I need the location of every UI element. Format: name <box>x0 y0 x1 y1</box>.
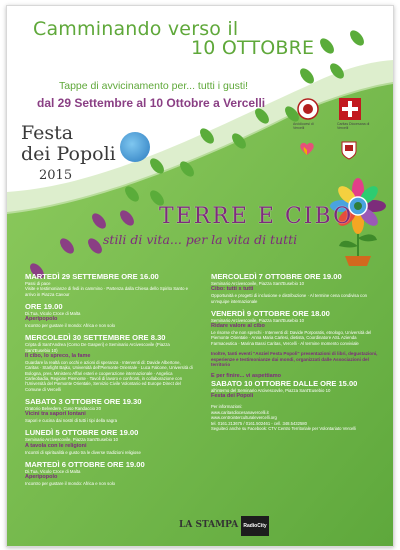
festa-line-2: dei Popoli <box>21 143 116 165</box>
finale-block <box>211 374 381 401</box>
event-notes: Le risorse che non sprechi · Interventi di: Davide Porporatis, etnologo, Università del Piemonte Orientale · Anna Maria Carlesi, dietista, Coordinatore ASL Azienda Farmaceutica · Marina Bassi Caritas, Vercelli · Al termine momento conviviale <box>211 330 372 346</box>
invite-text: Inoltre, tanti eventi "Anziel Festa Popoli" presentazioni di libri, degustazioni, esperienze e testimonianze dai mondi, organizzati dalle Associazioni del territorio <box>211 351 378 368</box>
event-place: Seminario Arcivescovile, Piazza Sant'Eusebio 10 <box>211 281 305 286</box>
event-item <box>25 460 195 487</box>
contacts-social: Seguiteci anche su Facebook: CTV Centro Territoriale per Volontariato Vercelli <box>211 426 357 432</box>
event-date: SABATO 3 OTTOBRE ORE 19.30 <box>25 396 142 406</box>
arcidiocesi-label: Arcidiocesi di Vercelli <box>293 122 314 130</box>
poster <box>6 5 394 547</box>
event-place: Oratorio Belvedere, Cuso Randaccio 20 <box>25 405 101 411</box>
event-date: MARTEDÌ 29 SETTEMBRE ORE 16.00 <box>25 272 159 281</box>
sponsors-bar <box>119 516 381 540</box>
event-notes: Incontro per gustare il mondo: Africa e non solo <box>25 323 116 329</box>
caritas-cross-icon <box>339 98 361 120</box>
event-item <box>211 272 381 304</box>
event-title: A tavola con le religioni <box>25 442 87 449</box>
event-notes: Visite e testimonianze di fedi in cammino · Partenza dalla Chiesa dello Spirito Santo e arrivo in Piazza Cavour <box>25 286 189 297</box>
radiocity-logo: RadioCity <box>241 516 269 536</box>
event-title: Aperipopolo <box>25 316 58 323</box>
event-place: Di.Tua, Vicolo Croce di Malta <box>25 310 81 316</box>
contacts-block <box>211 404 381 432</box>
subtitle: Tappe di avvicinamento per... tutti i gusti! <box>59 80 249 92</box>
partner-logos <box>293 98 389 170</box>
theme-title: TERRE E CIBO <box>159 204 354 229</box>
finale-date: SABATO 10 OTTOBRE DALLE ORE 15.00 <box>211 379 358 389</box>
festa-year: 2015 <box>39 168 73 183</box>
title-line-2: 10 OTTOBRE <box>191 37 315 59</box>
event-notes: Opportunità e progetti di inclusione e distribuzione · Al termine cena condivisa con un'equipe internazionale <box>211 293 367 304</box>
main-title <box>33 20 333 58</box>
event-title: Vicini tra sapori lontani <box>25 411 86 418</box>
event-title: Ridare valore al cibo <box>211 323 265 330</box>
event-title: Il cibo, lo spreco, la fame <box>25 353 91 360</box>
finale-lead: E per finire... vi aspettiamo <box>211 372 281 379</box>
event-item <box>25 333 195 391</box>
contacts-phone: tel. 0161.213675 / 0161.502461 - cell. 348.5432580 <box>211 420 307 426</box>
contacts-email-link[interactable]: www.centrointerculturalevercelli.org <box>211 415 277 421</box>
events-right-column <box>211 272 381 432</box>
heart-logo-icon <box>299 142 315 156</box>
event-item <box>25 272 195 297</box>
crest-logo-icon <box>341 140 357 160</box>
event-place: Passi di pace <box>25 281 51 286</box>
event-date: MARTEDÌ 6 OTTOBRE ORE 19.00 <box>25 460 145 470</box>
event-date: LUNEDÌ 5 OTTOBRE ORE 19.00 <box>25 428 139 438</box>
event-notes: Guardare la realtà con occhi e azioni di speranza · Interventi di: Davide Albertone, Caritas · Starlight Bajko, Università dell'Piemonte Orientale · Luca Falcone, Università di Bologna, pres. Ministero Affari esteri e cooperazione internazionale · Angelica Carleobadia, Regione Piemonte · Tavoli di lavoro e confronti, in collaborazione con l'Università del Piemonte Orientale, Servizio Civile Volontario ed Europe Direct del Comune di Vercelli <box>25 360 193 392</box>
festa-logo <box>21 123 116 186</box>
event-item <box>25 302 195 329</box>
arcidiocesi-seal-icon <box>297 98 319 120</box>
finale-event: Festa dei Popoli <box>211 393 254 400</box>
event-title: Cibo: tutti x tutti <box>211 286 254 293</box>
lastampa-logo: LA STAMPA <box>179 520 239 530</box>
event-place: Di.Tua, Vicolo Croce di Malta <box>25 469 81 475</box>
event-item <box>25 397 195 424</box>
event-place: Seminario Arcivescovile, Piazza Sant'Eusebio 10 <box>25 437 119 443</box>
title-line-1: Camminando verso il <box>33 18 239 40</box>
theme-subtitle: stili di vita... per la vita di tutti <box>103 232 298 247</box>
event-notes: Incontro per gustare il mondo: Africa e non solo <box>25 481 116 487</box>
globe-icon <box>120 132 150 162</box>
event-notes: Incontri di spiritualità e gusto tra le diverse tradizioni religiose <box>25 449 141 455</box>
event-date: ORE 19.00 <box>25 301 63 311</box>
caritas-label: Caritas Diocesana di Vercelli <box>337 122 370 130</box>
event-date: VENERDÌ 9 OTTOBRE ORE 18.00 <box>211 308 330 318</box>
event-item <box>25 428 195 455</box>
event-place: Seminario Arcivescovile, Piazza Sant'Eusebio 10 <box>211 317 305 323</box>
event-date: MERCOLEDÌ 30 SETTEMBRE ORE 8.30 <box>25 333 166 343</box>
event-title: Aperipopolo <box>25 474 58 481</box>
event-notes: Sapori e cucina dai nostri di tutti i tipi della sagra <box>25 418 117 424</box>
contacts-heading: Per informazioni: <box>211 404 243 410</box>
event-item <box>211 309 381 346</box>
finale-place: all'interno del Seminario Arcivescovile, Piazza Sant'Eusebio 10 <box>211 388 331 394</box>
date-range: dal 29 Settembre al 10 Ottobre a Vercelli <box>37 96 266 110</box>
festa-line-1: Festa <box>21 122 74 144</box>
event-date: MERCOLEDÌ 7 OTTOBRE ORE 19.00 <box>211 272 342 281</box>
contacts-site-link[interactable]: www.caritasdiocesanavercelli.it <box>211 409 269 415</box>
events-left-column <box>25 272 195 492</box>
event-place: Cripta di Sant'Andrea (Corso De Gasperi) e Seminario Arcivescovile (Piazza Sant'Eusebio 10) <box>25 342 170 353</box>
